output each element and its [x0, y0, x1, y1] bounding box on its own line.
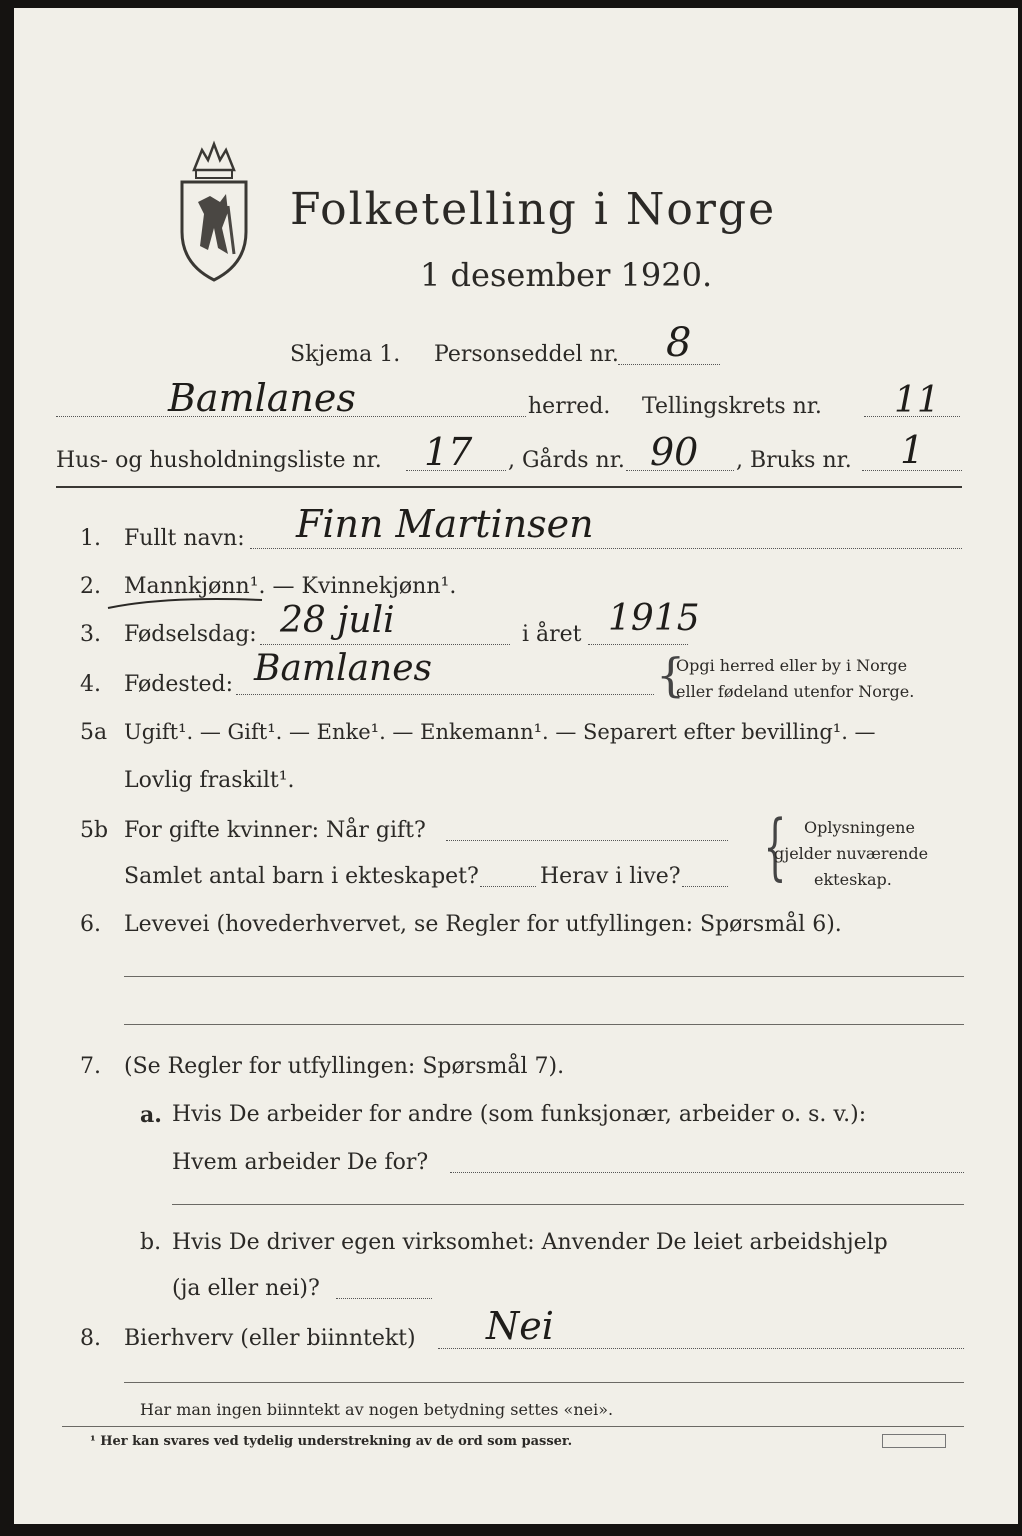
q7-number: 7.: [80, 1054, 101, 1079]
q6-number: 6.: [80, 912, 101, 937]
personseddel-label: Personseddel nr.: [434, 342, 619, 367]
header-divider: [56, 486, 962, 488]
q7-b-letter: b.: [140, 1230, 162, 1255]
q5b-herav-label: Herav i live?: [540, 864, 681, 889]
q5a-number: 5a: [80, 720, 108, 745]
q3-value: 28 juli: [280, 600, 395, 641]
footnote-divider: [62, 1426, 964, 1427]
q3-label: Fødselsdag:: [124, 622, 257, 647]
q6-line1: [124, 976, 964, 977]
herred-value: Bamlanes: [168, 376, 356, 420]
q4-number: 4.: [80, 672, 101, 697]
biinntekt-note: Har man ingen biinntekt av nogen betydning settes «nei».: [140, 1400, 614, 1419]
printer-stamp: [882, 1434, 946, 1448]
q1-label: Fullt navn:: [124, 526, 245, 551]
q2-label: Mannkjønn¹. — Kvinnekjønn¹.: [124, 574, 457, 599]
q5b-children-line: [480, 886, 536, 887]
gards-label: , Gårds nr.: [508, 448, 625, 473]
q4-label: Fødested:: [124, 672, 234, 697]
q1-line: [250, 548, 962, 549]
q3-number: 3.: [80, 622, 101, 647]
herred-label: herred.: [528, 394, 611, 419]
q5b-note-line1: Oplysningene: [804, 818, 915, 837]
q8-value: Nei: [486, 1304, 554, 1348]
q2-number: 2.: [80, 574, 101, 599]
census-form: [14, 8, 1018, 1524]
coat-of-arms-icon: [174, 136, 254, 286]
q7-label: (Se Regler for utfyllingen: Spørsmål 7).: [124, 1054, 565, 1079]
footnote: ¹ Her kan svares ved tydelig understrekning av de ord som passer.: [90, 1434, 573, 1449]
q1-value: Finn Martinsen: [296, 502, 594, 546]
bruks-label: , Bruks nr.: [736, 448, 852, 473]
q3-line: [260, 644, 510, 645]
gards-value: 90: [650, 430, 699, 474]
tellingskrets-label: Tellingskrets nr.: [642, 394, 822, 419]
tellingskrets-value: 11: [894, 380, 940, 421]
q5a-line2: Lovlig fraskilt¹.: [124, 768, 295, 793]
q5b-line2: Samlet antal barn i ekteskapet?: [124, 864, 479, 889]
q5a-line1: Ugift¹. — Gift¹. — Enke¹. — Enkemann¹. — Separert efter bevilling¹. —: [124, 720, 876, 744]
q4-brace: {: [656, 648, 686, 702]
q6-label: Levevei (hovederhvervet, se Regler for utfyllingen: Spørsmål 6).: [124, 912, 842, 937]
q5b-herav-line: [682, 886, 728, 887]
q5b-note-line2: gjelder nuværende: [774, 844, 929, 863]
q7-a-line1: Hvis De arbeider for andre (som funksjonær, arbeider o. s. v.):: [172, 1102, 867, 1127]
census-date: 1 desember 1920.: [420, 256, 713, 294]
q5b-note-line3: ekteskap.: [814, 870, 892, 889]
q8-extra-line: [124, 1382, 964, 1383]
q2-underline-mark: [106, 594, 266, 610]
form-title: Folketelling i Norge: [290, 184, 777, 235]
q1-number: 1.: [80, 526, 101, 551]
q7-a-line: [450, 1172, 964, 1173]
bruks-value: 1: [900, 428, 925, 472]
q3-year-label: i året: [522, 622, 582, 647]
q8-label: Bierhverv (eller biinntekt): [124, 1326, 416, 1351]
q7-b-line: [336, 1298, 432, 1299]
husliste-label: Hus- og husholdningsliste nr.: [56, 448, 382, 473]
q8-line: [438, 1348, 964, 1349]
q7-a-line2: Hvem arbeider De for?: [172, 1150, 429, 1175]
q7-b-line2: (ja eller nei)?: [172, 1276, 320, 1301]
q6-line2: [124, 1024, 964, 1025]
q3-year-value: 1915: [608, 598, 700, 639]
q5b-married-line: [446, 840, 728, 841]
skjema-label: Skjema 1.: [290, 342, 401, 367]
q5b-number: 5b: [80, 818, 109, 843]
q7-b-line1: Hvis De driver egen virksomhet: Anvender De leiet arbeidshjelp: [172, 1230, 888, 1255]
q7-a-extra-line: [172, 1204, 964, 1205]
q3-year-line: [588, 644, 688, 645]
husliste-value: 17: [424, 430, 473, 474]
personseddel-value: 8: [666, 320, 692, 366]
q4-note-line1: Opgi herred eller by i Norge: [676, 656, 908, 675]
q8-number: 8.: [80, 1326, 101, 1351]
q5b-line1: For gifte kvinner: Når gift?: [124, 818, 426, 843]
q5b-brace: {: [763, 804, 787, 888]
q7-a-letter: a.: [140, 1102, 162, 1128]
q4-note-line2: eller fødeland utenfor Norge.: [676, 682, 915, 701]
q4-value: Bamlanes: [254, 648, 432, 689]
q4-line: [236, 694, 654, 695]
